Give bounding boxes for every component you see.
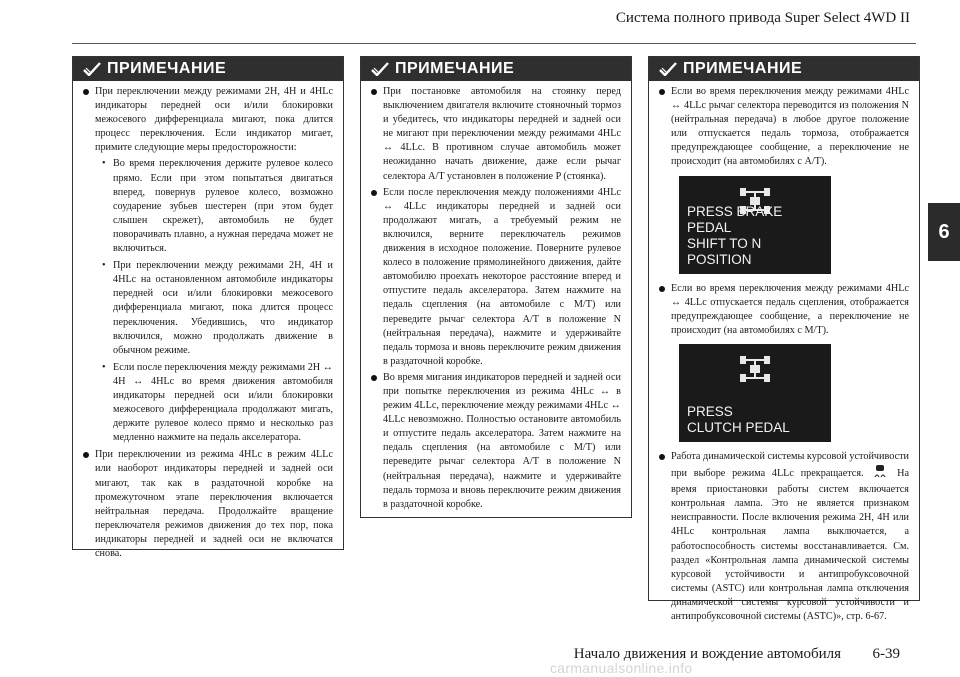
drivetrain-warning-icon <box>738 354 772 389</box>
sub-item: • Во время переключения держите рулевое колесо прямо. Если при этом попытаться двигаться вперед, повернув рулевое колесо, возможно соударение зубьев шестерен (при этом будет слышен скрежет), автомобиль не будет поворачивать плавно, а нужная передача может не включиться. <box>95 157 333 256</box>
display-message-line: CLUTCH PEDAL <box>687 419 790 435</box>
note-text: Если после переключения между режимами 2H ↔ 4H ↔ 4HLc во время движения автомобиля индикаторы передней оси и/или блокировки межосевого дифференциала продолжают мигать, держите рулевое колесо прямо и несколько раз медленно нажмите на педаль акселератора. <box>113 361 333 444</box>
list-item <box>659 450 909 624</box>
note-text: Во время мигания индикаторов передней и задней оси при попытке переключения из режима 4HLc ↔ в режим 4LLc, переключение между режимами 4HLc ↔ 4LLc невозможно. Полностью остановите автомобиль и отпустите педаль акселератора. Затем нажмите на педаль сцепления (на автомобиле с M/T) или переведите рычаг селектора A/T в положение N (нейтральная передача), нажмите и удерживайте педаль тормоза и вновь переключите режим движения в раздаточной коробке. <box>383 371 621 510</box>
list-item <box>659 282 909 338</box>
watermark-text: carmanualsonline.info <box>550 660 693 676</box>
list-item <box>83 85 333 445</box>
note-text-part: Работа динамической системы курсовой устойчивости при выборе режима 4LLc прекращается. <box>671 450 909 479</box>
list-item <box>371 85 621 184</box>
display-message-line: PRESS <box>687 403 733 419</box>
note-text: Во время переключения держите рулевое колесо прямо. Если при этом попытаться двигаться вперед, повернув рулевое колесо, возможно соударение зубьев шестерен (при этом будет слышен скрежет), автомобиль не будет поворачивать плавно, а нужная передача может не включиться. <box>113 158 333 255</box>
note-title: ПРИМЕЧАНИЕ <box>107 60 227 77</box>
note-text: Если во время переключения между режимами 4HLc ↔ 4LLc рычаг селектора переводится из положения N (нейтральная передача) в любое другое положение или отпускается педаль тормоза, отображается предупреждающее сообщение, а переключение не происходит (на автомобилях с A/T). <box>671 86 909 168</box>
note-text: Если во время переключения между режимами 4HLc ↔ 4LLc отпускается педаль сцепления, отображается предупреждающее сообщение, а переключение не происходит (на автомобилях с M/T). <box>671 282 909 336</box>
display-warning-clutch <box>679 344 831 442</box>
note-title: ПРИМЕЧАНИЕ <box>683 60 803 77</box>
note-header <box>73 57 343 81</box>
sub-item: • Если после переключения между режимами 2H ↔ 4H ↔ 4HLc во время движения автомобиля индикаторы передней оси и/или блокировки межосевого дифференциала продолжают мигать, держите рулевое колесо прямо и несколько раз медленно нажмите на педаль акселератора. <box>95 361 333 446</box>
asc-lamp-icon <box>873 464 887 483</box>
note-text: При переключении между режимами 2H, 4H и 4HLc на остановленном автомобиле индикаторы передней оси и/или блокировки межосевого дифференциала мигают, пока длится процесс переключения. Убедившись, что индикатор включился, можно продолжать движение в обычном режиме. <box>113 260 333 356</box>
pencil-note-icon <box>659 62 677 76</box>
note-text: Если после переключения между положениями 4HLc ↔ 4LLc индикаторы передней и задней оси продолжают мигать, а требуемый режим не включился, верните переключатель режимов движения в исходное положение. Поверните рулевое колесо в положение прямолинейного движения, дайте автомобилю проехать некоторое расстояние вперед и отпустите педаль акселератора. Затем нажмите на педаль сцепления (на автомобиле с M/T) или переведите рычаг селектора A/T в положение N (нейтральная передача), нажмите и удерживайте педаль тормоза и вновь переключите режим движения в раздаточной коробке. <box>383 186 621 367</box>
footer-section: Начало движения и вождение автомобиля <box>573 646 841 662</box>
chapter-tab: 6 <box>928 203 960 261</box>
note-text-part: На время приостановки работы систем включается контрольная лампа. Это не является признаком неисправности. После включения режима 2H, 4H или 4HLc контрольная лампа выключается, а работоспособность системы восстанавливается. См. раздел «Контрольная лампа динамической системы курсовой устойчивости и антипробуксовочной системы (ASTC) или контрольная лампа отключения динамической системы курсовой устойчивости и антипробуксовочной системы (ASTC)», стр. 6-67. <box>671 467 910 622</box>
note-text: При постановке автомобиля на стоянку перед выключением двигателя включите стояночный тормоз и убедитесь, что индикаторы передней и задней оси не мигают при переключении между режимами 4HLc ↔ 4LLc. В противном случае автомобиль может неожиданно начать движение, даже если рычаг селектора A/T установлен в положение P (стоянка). <box>383 86 621 182</box>
list-item <box>371 371 621 512</box>
pencil-note-icon <box>83 62 101 76</box>
sub-item: • При переключении между режимами 2H, 4H и 4HLc на остановленном автомобиле индикаторы передней оси и/или блокировки межосевого дифференциала мигают, пока длится процесс переключения. Убедившись, что индикатор включился, можно продолжать движение в обычном режиме. <box>95 259 333 358</box>
list-item <box>83 448 333 561</box>
note-title: ПРИМЕЧАНИЕ <box>395 60 515 77</box>
note-box-3 <box>648 56 920 622</box>
page-number: 6-39 <box>872 646 900 662</box>
note-text <box>671 450 909 624</box>
list-item <box>659 85 909 170</box>
note-box-2 <box>360 56 632 518</box>
display-warning-brake <box>679 176 831 274</box>
header-divider <box>72 43 916 44</box>
note-text: При переключении между режимами 2H, 4H и 4HLc индикаторы передней оси и/или блокировки межосевого дифференциала мигают, пока длится процесс переключения. Если индикатор мигает, примите следующие меры предосторожности: <box>95 86 333 154</box>
note-header <box>649 57 919 81</box>
note-text: При переключении из режима 4HLc в режим 4LLc или наоборот индикаторы передней и задней оси мигают, так как в раздаточной коробке на промежуточном этапе переключения включается нейтральная передача. Продолжайте вращение переключателя режимов движения до тех пор, пока индикаторы передней и задней оси не включатся снова. <box>95 449 333 559</box>
display-message-line: SHIFT TO N POSITION <box>687 235 762 267</box>
note-box-1 <box>72 56 344 559</box>
note-header <box>361 57 631 81</box>
page-header-title: Система полного привода Super Select 4WD II <box>615 10 910 26</box>
pencil-note-icon <box>371 62 389 76</box>
list-item <box>371 186 621 369</box>
display-message-line: PRESS BRAKE PEDAL <box>687 203 783 235</box>
